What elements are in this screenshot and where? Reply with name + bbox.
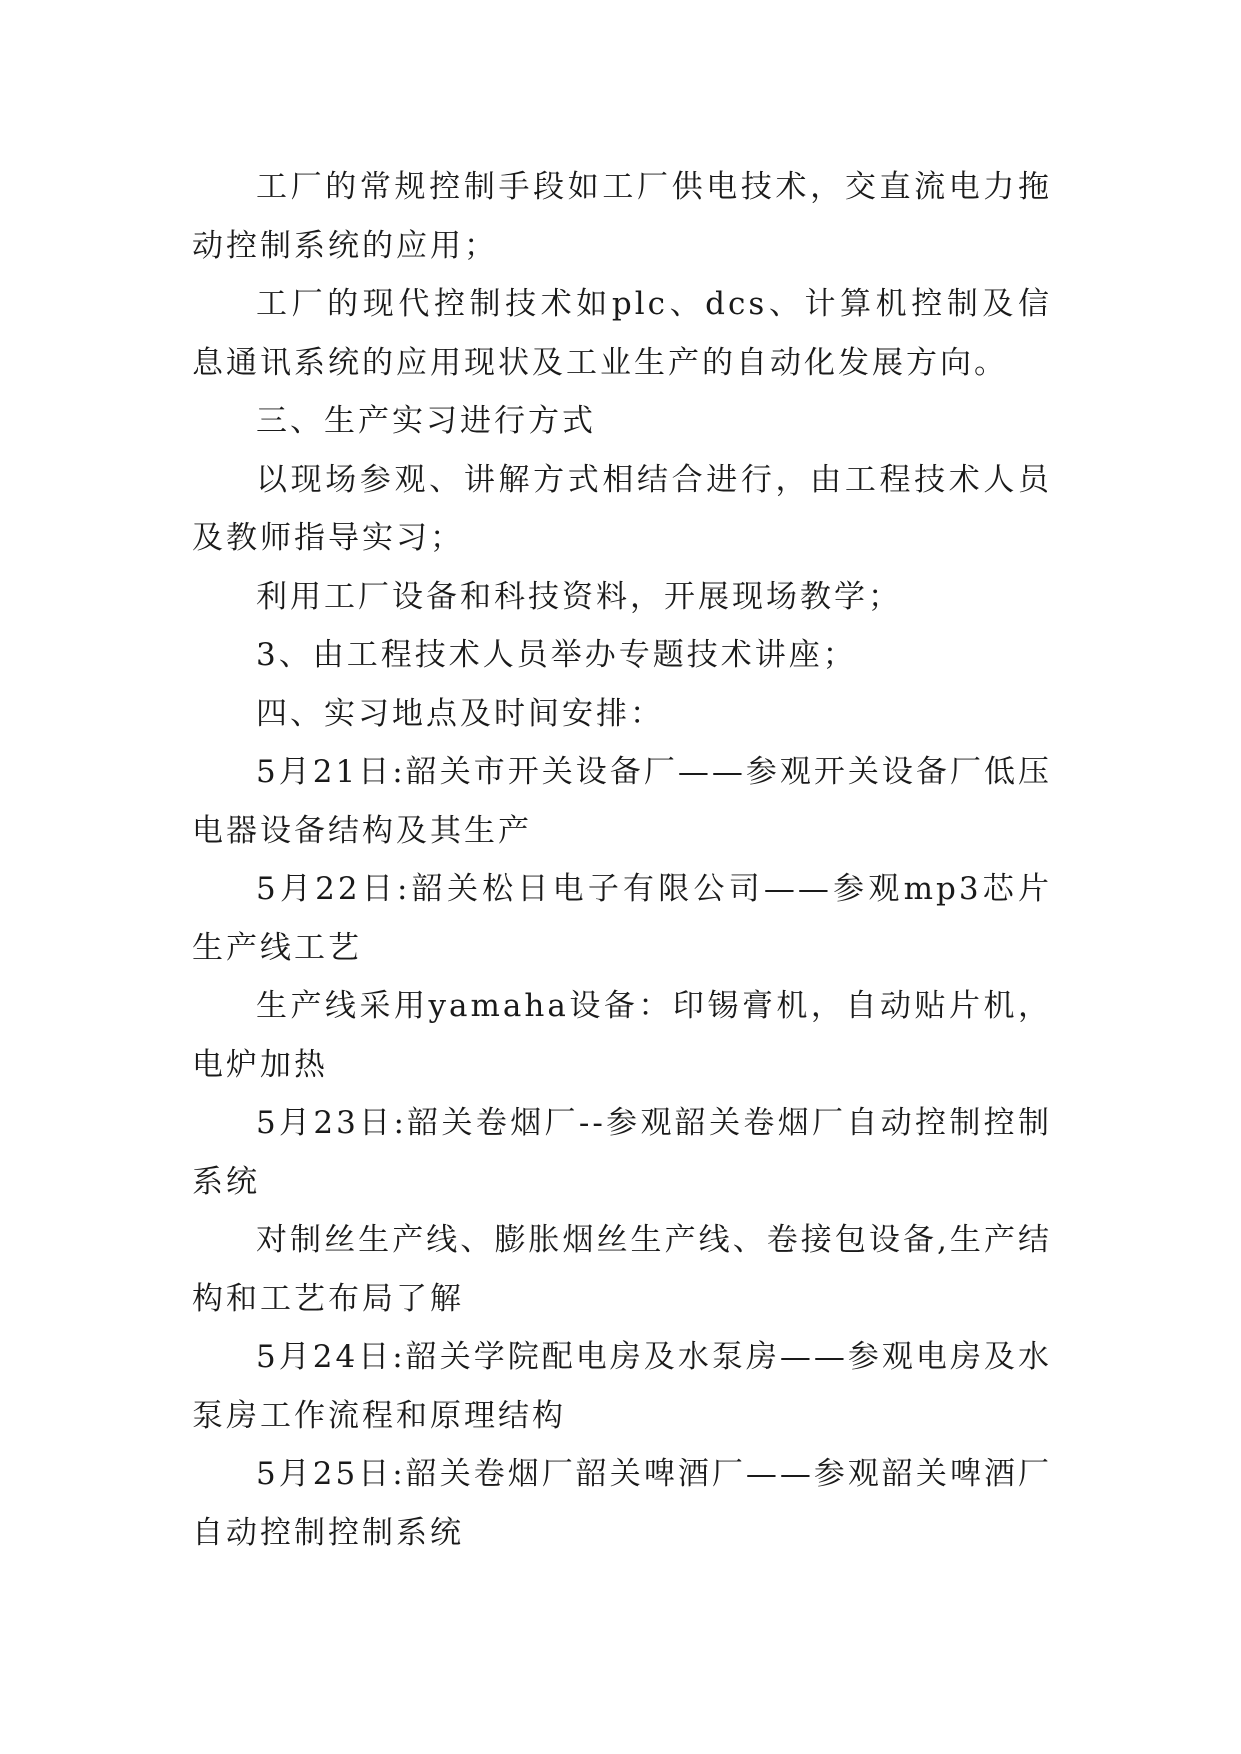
paragraph: 利用工厂设备和科技资料，开展现场教学； xyxy=(256,578,902,615)
paragraph: 3、由工程技术人员举办专题技术讲座； xyxy=(256,637,857,673)
paragraph: 工厂的现代控制技术如plc、dcs、计算机控制及信息通讯系统的应用现状及工业生产的自动化发展方向。 xyxy=(192,286,1052,381)
schedule-item: 5月21日:韶关市开关设备厂——参观开关设备厂低压电器设备结构及其生产 xyxy=(192,754,1052,849)
schedule-item: 5月22日:韶关松日电子有限公司——参观mp3芯片生产线工艺 xyxy=(192,871,1052,966)
paragraph: 对制丝生产线、膨胀烟丝生产线、卷接包设备,生产结构和工艺布局了解 xyxy=(192,1222,1052,1317)
paragraph: 工厂的常规控制手段如工厂供电技术，交直流电力拖动控制系统的应用； xyxy=(192,169,1052,264)
section-heading: 三、生产实习进行方式 xyxy=(256,403,596,439)
paragraph: 以现场参观、讲解方式相结合进行，由工程技术人员及教师指导实习； xyxy=(192,461,1052,556)
paragraph: 生产线采用yamaha设备：印锡膏机，自动贴片机，电炉加热 xyxy=(192,988,1052,1083)
schedule-item: 5月25日:韶关卷烟厂韶关啤酒厂——参观韶关啤酒厂自动控制控制系统 xyxy=(192,1456,1052,1551)
schedule-item: 5月24日:韶关学院配电房及水泵房——参观电房及水泵房工作流程和原理结构 xyxy=(192,1339,1052,1434)
document-body xyxy=(192,158,1052,1562)
schedule-item: 5月23日:韶关卷烟厂--参观韶关卷烟厂自动控制控制系统 xyxy=(192,1105,1052,1200)
section-heading: 四、实习地点及时间安排： xyxy=(256,695,664,732)
